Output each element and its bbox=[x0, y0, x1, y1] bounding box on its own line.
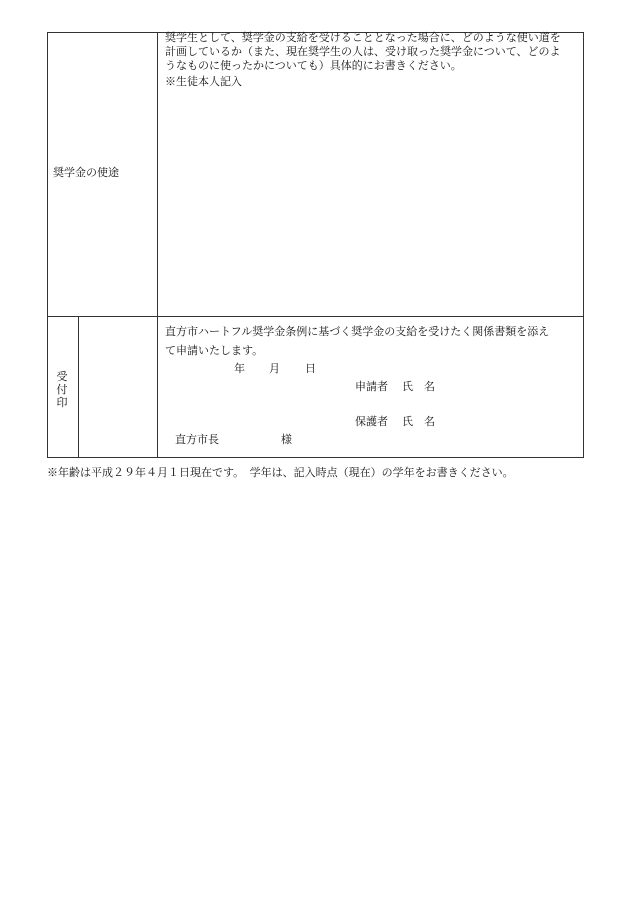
date-year-label: 年 bbox=[234, 362, 245, 375]
application-form-table bbox=[47, 32, 584, 458]
guardian-label: 保護者 bbox=[355, 415, 388, 428]
column-divider bbox=[157, 33, 158, 457]
writer-note: ※生徒本人記入 bbox=[165, 75, 242, 88]
application-statement-line-2: て申請いたします。 bbox=[165, 344, 264, 357]
footer-note: ※年齢は平成２９年４月１日現在です。 学年は、記入時点（現在）の学年をお書きください。 bbox=[47, 466, 514, 479]
honorific-label: 様 bbox=[281, 433, 292, 446]
date-day-label: 日 bbox=[305, 362, 316, 375]
applicant-name-field[interactable] bbox=[438, 378, 578, 396]
addressee-label: 直方市長 bbox=[175, 433, 219, 446]
guardian-name-field[interactable] bbox=[438, 413, 578, 431]
usage-instruction-line-1: 奨学生として、奨学金の支給を受けることとなった場合に、どのような使い道を bbox=[165, 31, 561, 44]
stamp-column-divider bbox=[78, 316, 79, 457]
applicant-name-label: 氏 名 bbox=[402, 380, 435, 393]
usage-instruction-line-2: 計画しているか（また、現在奨学生の人は、受け取った奨学金について、どのよ bbox=[165, 45, 561, 58]
usage-label: 奨学金の使途 bbox=[53, 166, 119, 179]
reception-stamp-area bbox=[80, 319, 154, 455]
usage-instruction-line-3: うなものに使ったかについても）具体的にお書きください。 bbox=[165, 59, 462, 72]
date-month-label: 月 bbox=[269, 362, 280, 375]
application-statement-line-1: 直方市ハートフル奨学金条例に基づく奨学金の支給を受けたく関係書類を添え bbox=[165, 325, 550, 338]
section-divider bbox=[48, 316, 583, 317]
usage-writing-area[interactable] bbox=[160, 93, 580, 311]
guardian-name-label: 氏 名 bbox=[402, 415, 435, 428]
reception-stamp-label: 受付印 bbox=[56, 370, 68, 409]
applicant-label: 申請者 bbox=[355, 380, 388, 393]
